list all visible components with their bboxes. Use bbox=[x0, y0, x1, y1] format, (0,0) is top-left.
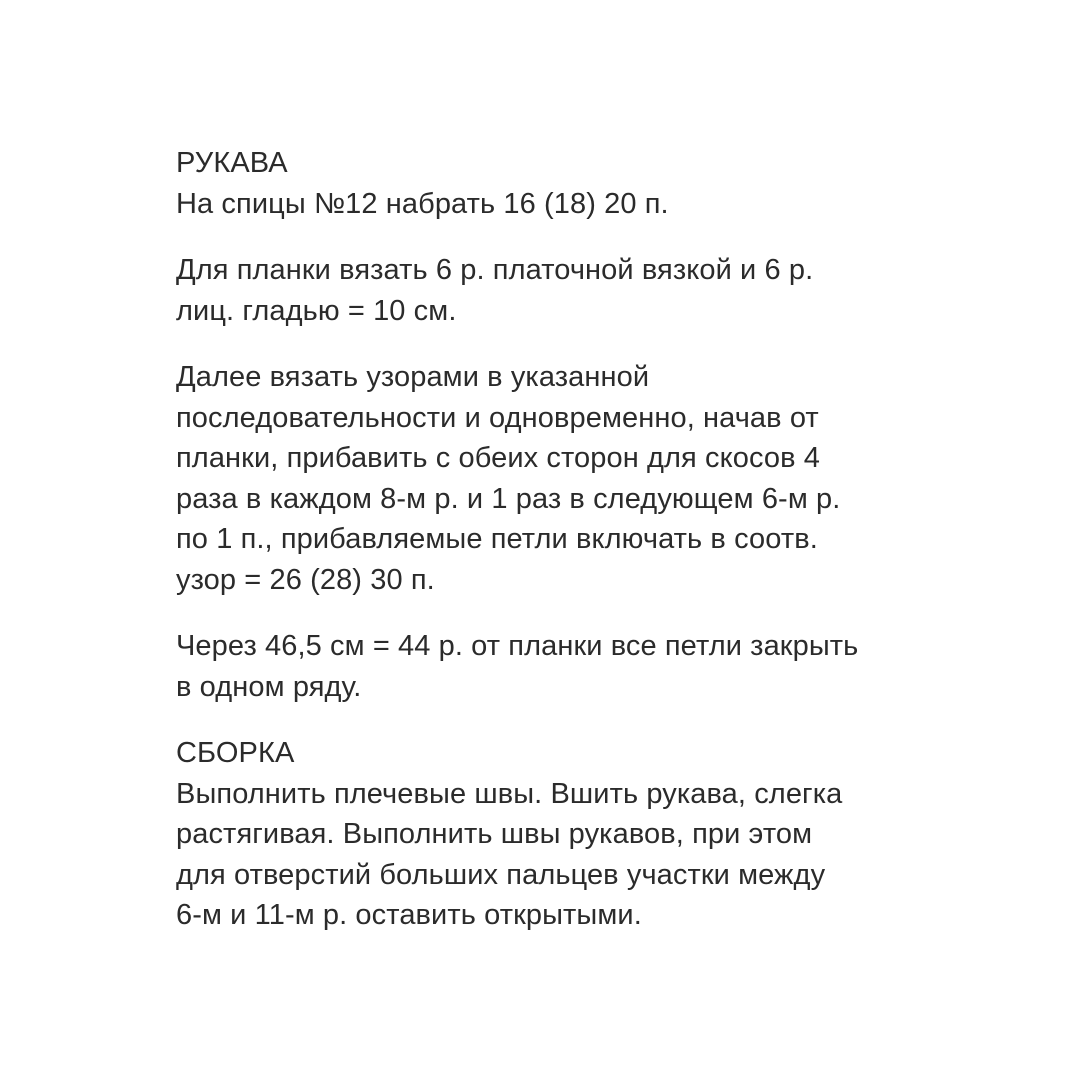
paragraph-line: 6-м и 11-м р. оставить открытыми. bbox=[176, 899, 642, 931]
band-paragraph bbox=[176, 250, 1036, 331]
paragraph-line: Через 46,5 см = 44 р. от планки все петли закрыть bbox=[176, 630, 859, 662]
paragraph-line: Для планки вязать 6 р. платочной вязкой и 6 р. bbox=[176, 254, 814, 286]
assembly-heading: СБОРКА bbox=[176, 737, 295, 769]
cast-on-text: На спицы №12 набрать 16 (18) 20 п. bbox=[176, 187, 669, 220]
paragraph-line: Выполнить плечевые швы. Вшить рукава, слегка bbox=[176, 777, 843, 810]
paragraph-line: лиц. гладью = 10 см. bbox=[176, 294, 457, 327]
sleeves-section bbox=[176, 143, 1036, 707]
paragraph-line: растягивая. Выполнить швы рукавов, при этом bbox=[176, 818, 813, 850]
paragraph-line: в одном ряду. bbox=[176, 670, 362, 703]
paragraph-line: планки, прибавить с обеих сторон для скосов 4 bbox=[176, 442, 820, 474]
assembly-section bbox=[176, 733, 1036, 936]
pattern-paragraph bbox=[176, 357, 1036, 600]
paragraph-line: по 1 п., прибавляемые петли включать в соотв. bbox=[176, 523, 818, 555]
instructions-document bbox=[176, 143, 1036, 936]
bind-off-paragraph bbox=[176, 626, 1036, 707]
paragraph-line: узор = 26 (28) 30 п. bbox=[176, 563, 435, 596]
paragraph-line: последовательности и одновременно, начав от bbox=[176, 401, 819, 434]
paragraph-line: Далее вязать узорами в указанной bbox=[176, 361, 650, 393]
paragraph-line: для отверстий больших пальцев участки между bbox=[176, 858, 826, 891]
paragraph-line: раза в каждом 8-м р. и 1 раз в следующем 6-м р. bbox=[176, 482, 841, 515]
sleeves-heading: РУКАВА bbox=[176, 147, 288, 179]
